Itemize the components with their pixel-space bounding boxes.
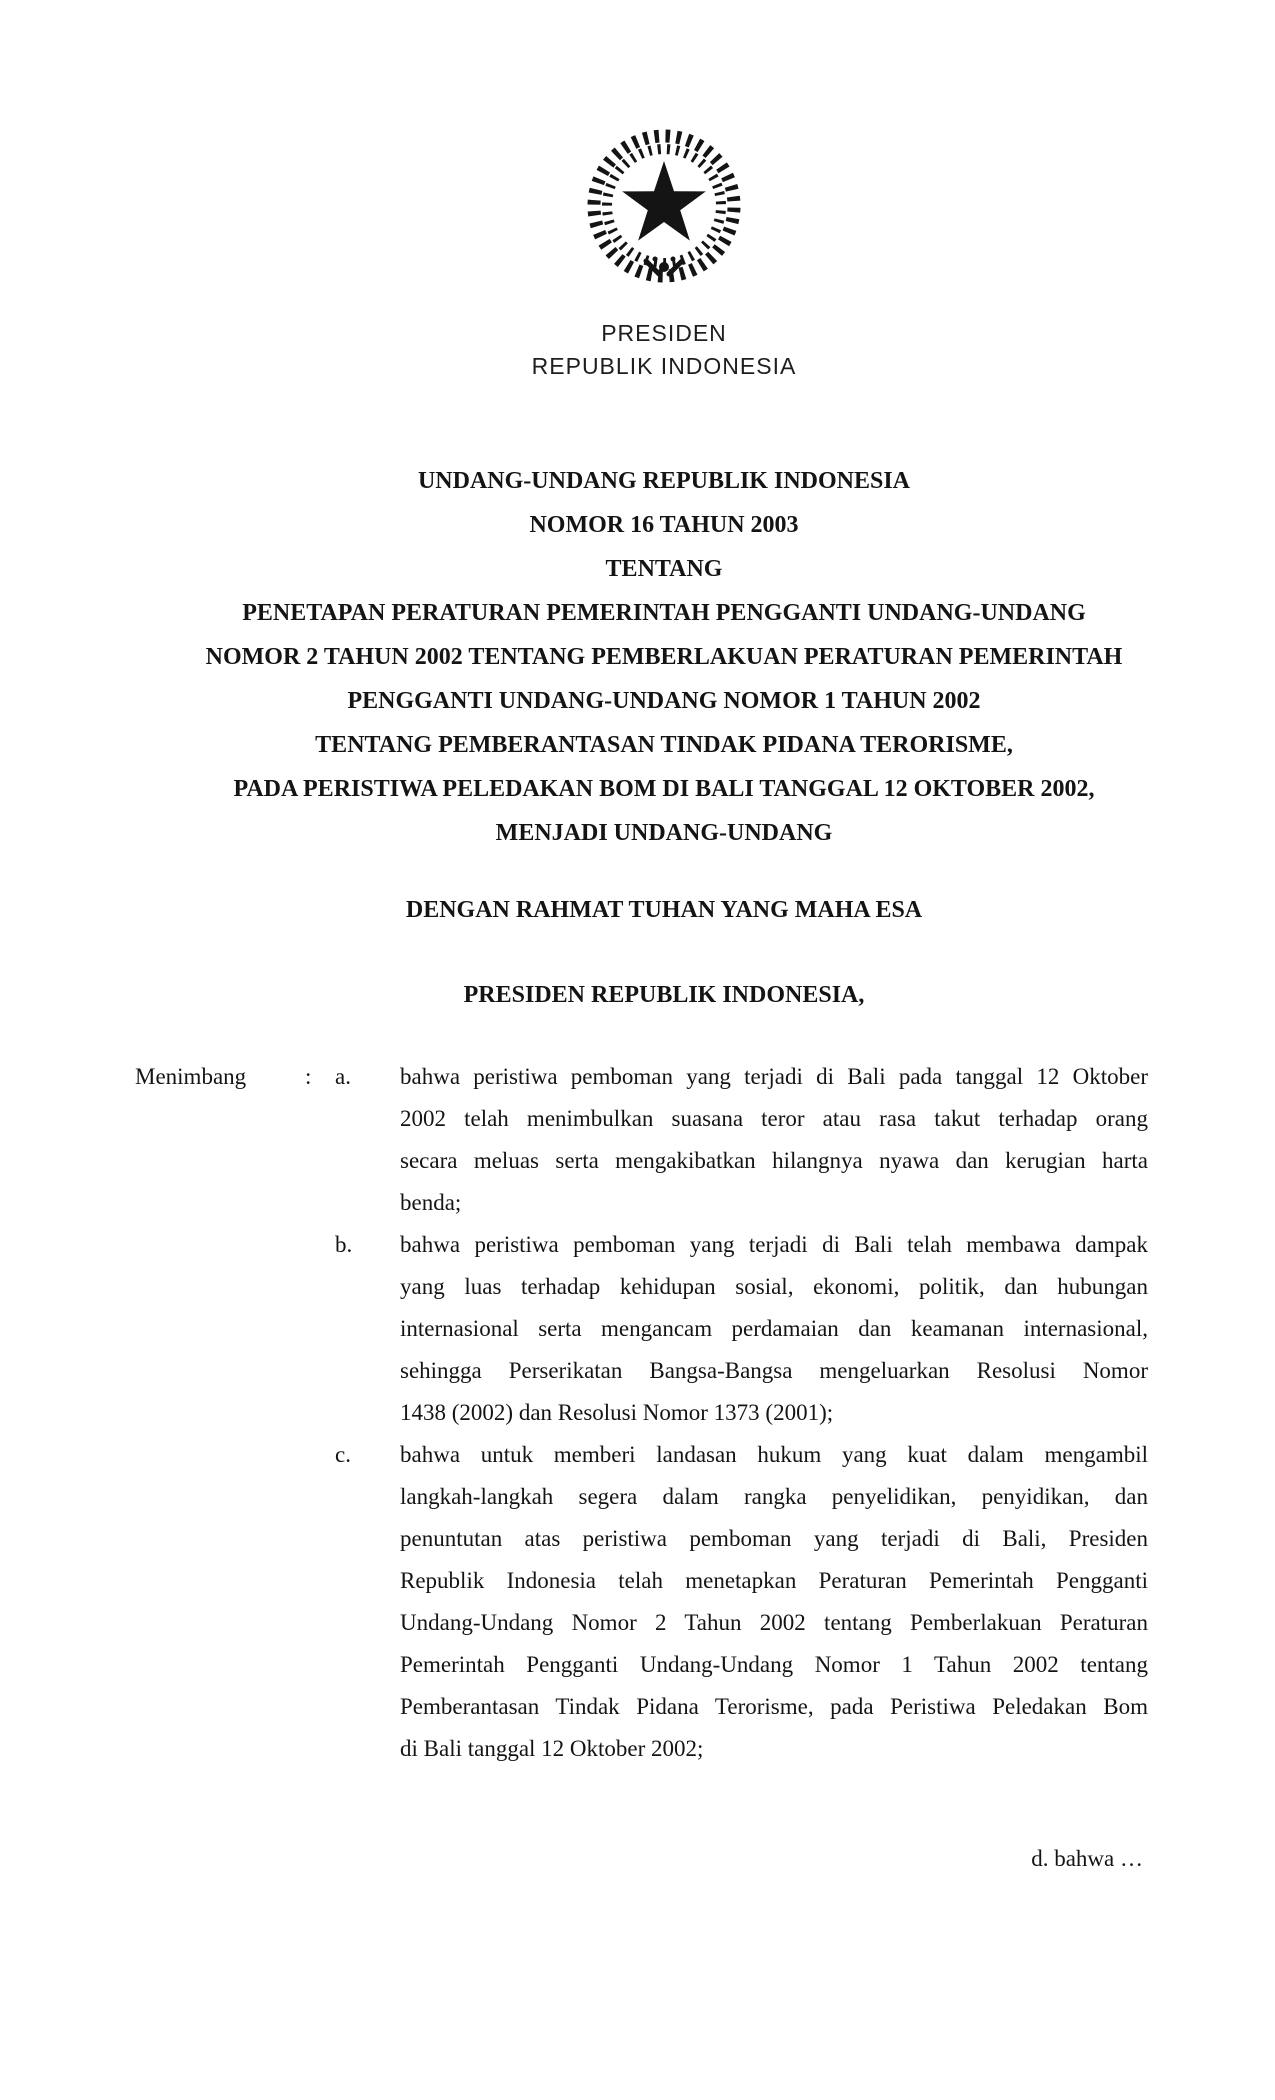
considering-item-a <box>335 1056 1148 1224</box>
letterhead-republik-indonesia: REPUBLIK INDONESIA <box>531 353 797 379</box>
page-catchword: d. bahwa … <box>1031 1846 1143 1871</box>
law-title-line: TENTANG <box>605 556 723 582</box>
law-title-block <box>57 459 1271 855</box>
invocation-line: DENGAN RAHMAT TUHAN YANG MAHA ESA <box>405 897 923 923</box>
consideration-text-line: Pemerintah Pengganti Undang-Undang Nomor 1 Tahun 2002 tentang <box>400 1652 1148 1677</box>
consideration-text-line: di Bali tanggal 12 Oktober 2002; <box>400 1736 704 1761</box>
consideration-text-line: Undang-Undang Nomor 2 Tahun 2002 tentang Pemberlakuan Peraturan <box>400 1610 1148 1635</box>
consideration-text-line: benda; <box>400 1190 462 1215</box>
item-text <box>400 1056 1148 1224</box>
consideration-text-line: langkah-langkah segera dalam rangka penyelidikan, penyidikan, dan <box>400 1484 1148 1509</box>
considering-colon: : <box>305 1064 312 1089</box>
item-letter: b. <box>335 1232 353 1257</box>
considering-item-b <box>335 1224 1148 1434</box>
consideration-text-line: secara meluas serta mengakibatkan hilangnya nyawa dan kerugian harta <box>400 1148 1148 1173</box>
consideration-text-line: bahwa untuk memberi landasan hukum yang kuat dalam mengambil <box>400 1442 1148 1467</box>
consideration-text-line: Pemberantasan Tindak Pidana Terorisme, pada Peristiwa Peledakan Bom <box>400 1694 1148 1719</box>
considering-items <box>335 1056 1148 1770</box>
item-letter: a. <box>335 1064 351 1089</box>
law-title-line: NOMOR 2 TAHUN 2002 TENTANG PEMBERLAKUAN PERATURAN PEMERINTAH <box>205 644 1123 670</box>
law-title-line: NOMOR 16 TAHUN 2003 <box>529 512 799 538</box>
item-text <box>400 1434 1148 1770</box>
law-title-line: UNDANG-UNDANG REPUBLIK INDONESIA <box>417 468 911 494</box>
consideration-text-line: penuntutan atas peristiwa pemboman yang terjadi di Bali, Presiden <box>400 1526 1148 1551</box>
consideration-text-line: Republik Indonesia telah menetapkan Peraturan Pemerintah Pengganti <box>400 1568 1148 1593</box>
consideration-text-line: bahwa peristiwa pemboman yang terjadi di Bali pada tanggal 12 Oktober <box>400 1064 1148 1089</box>
letterhead-emblem <box>57 128 1271 291</box>
law-title-line: PENETAPAN PERATURAN PEMERINTAH PENGGANTI UNDANG-UNDANG <box>242 600 1086 626</box>
salutation-line: PRESIDEN REPUBLIK INDONESIA, <box>463 982 865 1008</box>
item-letter: c. <box>335 1442 351 1467</box>
law-title-line: TENTANG PEMBERANTASAN TINDAK PIDANA TERORISME, <box>315 732 1013 758</box>
law-title-line: PADA PERISTIWA PELEDAKAN BOM DI BALI TANGGAL 12 OKTOBER 2002, <box>233 776 1095 802</box>
letterhead <box>57 317 1271 383</box>
law-title-line: MENJADI UNDANG-UNDANG <box>495 820 833 846</box>
considering-item-c <box>335 1434 1148 1770</box>
considering-section <box>135 1056 1148 1770</box>
consideration-text-line: bahwa peristiwa pemboman yang terjadi di Bali telah membawa dampak <box>400 1232 1148 1257</box>
consideration-text-line: yang luas terhadap kehidupan sosial, ekonomi, politik, dan hubungan <box>400 1274 1148 1299</box>
consideration-text-line: 2002 telah menimbulkan suasana teror atau rasa takut terhadap orang <box>400 1106 1148 1131</box>
considering-label: Menimbang <box>135 1064 247 1089</box>
item-text <box>400 1224 1148 1434</box>
consideration-text-line: internasional serta mengancam perdamaian dan keamanan internasional, <box>400 1316 1148 1341</box>
star-wreath-seal-icon <box>584 128 744 286</box>
law-title-line: PENGGANTI UNDANG-UNDANG NOMOR 1 TAHUN 2002 <box>347 688 981 714</box>
consideration-text-line: 1438 (2002) dan Resolusi Nomor 1373 (2001); <box>400 1400 834 1425</box>
consideration-text-line: sehingga Perserikatan Bangsa-Bangsa mengeluarkan Resolusi Nomor <box>400 1358 1148 1383</box>
letterhead-presiden: PRESIDEN <box>601 320 727 346</box>
